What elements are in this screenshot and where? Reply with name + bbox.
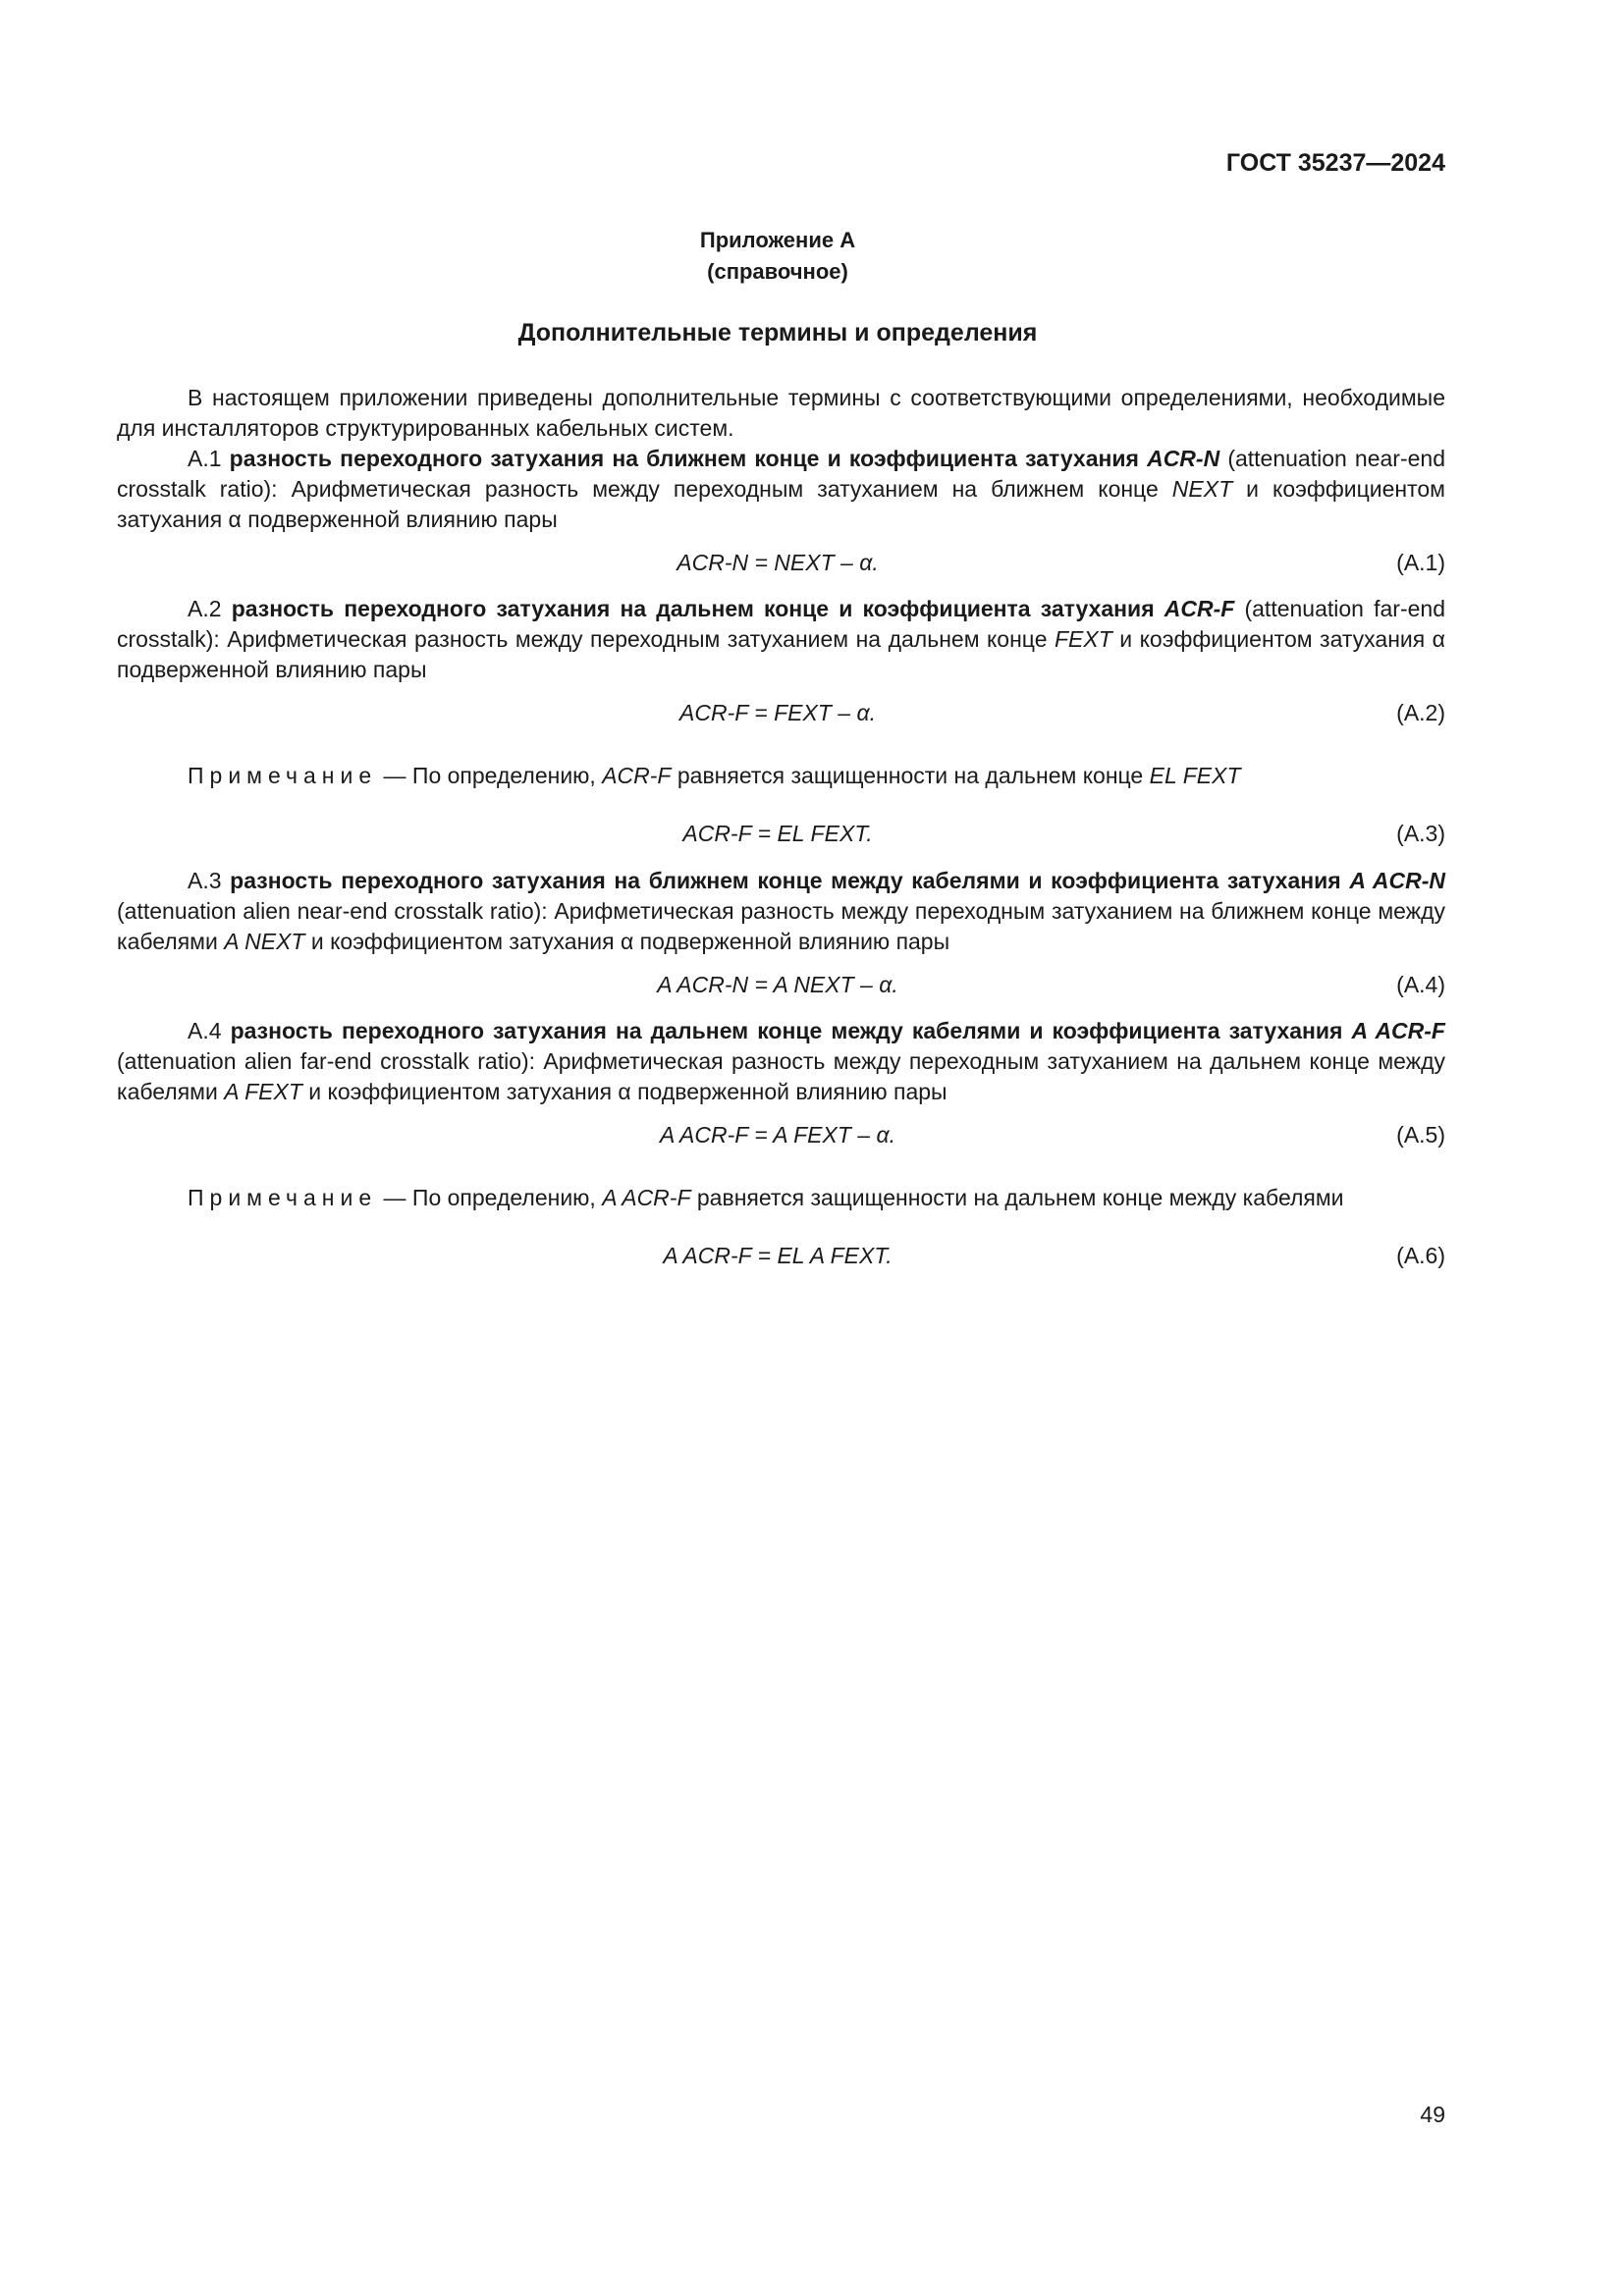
formula-a1: ACR-N = NEXT – α. [677, 550, 879, 575]
appendix-subtitle: (справочное) [707, 259, 848, 284]
term-name: разность переходного затухания на дальнем конце между кабелями и коэффициента затухания [230, 1018, 1352, 1043]
note-1: Примечание — По определению, ACR-F равняется защищенности на дальнем конце EL FEXT [188, 763, 1241, 788]
term-a1: А.1 разность переходного затухания на ближнем конце и коэффициента затухания ACR-N (attenuation near-end crosstalk ratio): Арифметическая разность между переходным затуханием на ближнем конце NEXT и коэффициентом затухания α подверженной влиянию пары [117, 446, 1445, 532]
term-a3: А.3 разность переходного затухания на ближнем конце между кабелями и коэффициента затухания A ACR-N (attenuation alien near-end crosstalk ratio): Арифметическая разность между переходным затуханием на ближнем конце между кабелями A NEXT и коэффициентом затухания α подверженной влиянию пары [117, 868, 1445, 954]
section-title: Дополнительные термины и определения [517, 319, 1038, 347]
term-abbr: A ACR-F [1351, 1018, 1445, 1043]
intro-paragraph: В настоящем приложении приведены дополнительные термины с соответствующими определениями, необходимые для инсталляторов структурированных кабельных систем. [117, 385, 1445, 441]
note-label: Примечание [188, 763, 378, 788]
formula-a3: ACR-F = EL FEXT. [682, 821, 873, 846]
equation-number: (А.4) [1396, 972, 1445, 997]
formula-a2: ACR-F = FEXT – α. [679, 700, 876, 725]
equation-number: (А.3) [1396, 821, 1445, 846]
equation-number: (А.2) [1396, 700, 1445, 725]
equation-number: (А.5) [1396, 1122, 1445, 1148]
note-label: Примечание [188, 1185, 378, 1210]
term-abbr: ACR-N [1147, 446, 1220, 471]
formula-a5: A ACR-F = A FEXT – α. [660, 1122, 895, 1148]
formula-a4: A ACR-N = A NEXT – α. [657, 972, 898, 997]
term-name: разность переходного затухания на ближнем конце между кабелями и коэффициента затухания [230, 868, 1350, 893]
term-number: А.4 [188, 1018, 231, 1043]
term-number: А.2 [188, 596, 232, 621]
document-code: ГОСТ 35237—2024 [1225, 149, 1445, 177]
equation-number: (А.6) [1396, 1243, 1445, 1268]
term-abbr: ACR-F [1164, 596, 1235, 621]
page-number: 49 [1420, 2102, 1445, 2127]
term-abbr: A ACR-N [1349, 868, 1445, 893]
term-number: А.1 [188, 446, 230, 471]
term-a4: А.4 разность переходного затухания на дальнем конце между кабелями и коэффициента затухания A ACR-F (attenuation alien far-end crosstalk ratio): Арифметическая разность между переходным затуханием на дальнем конце между кабелями A FEXT и коэффициентом затухания α подверженной влиянию пары [117, 1018, 1445, 1104]
term-name: разность переходного затухания на дальнем конце и коэффициента затухания [231, 596, 1164, 621]
equation-number: (А.1) [1396, 550, 1445, 575]
term-name: разность переходного затухания на ближнем конце и коэффициента затухания [229, 446, 1148, 471]
formula-a6: A ACR-F = EL A FEXT. [663, 1243, 893, 1268]
appendix-title: Приложение А [699, 228, 856, 252]
term-a2: А.2 разность переходного затухания на дальнем конце и коэффициента затухания ACR-F (attenuation far-end crosstalk): Арифметическая разность между переходным затуханием на дальнем конце FEXT и коэффициентом затухания α подверженной влиянию пары [117, 596, 1445, 682]
term-number: А.3 [188, 868, 231, 893]
note-2: Примечание — По определению, A ACR-F равняется защищенности на дальнем конце между кабелями [188, 1185, 1344, 1210]
